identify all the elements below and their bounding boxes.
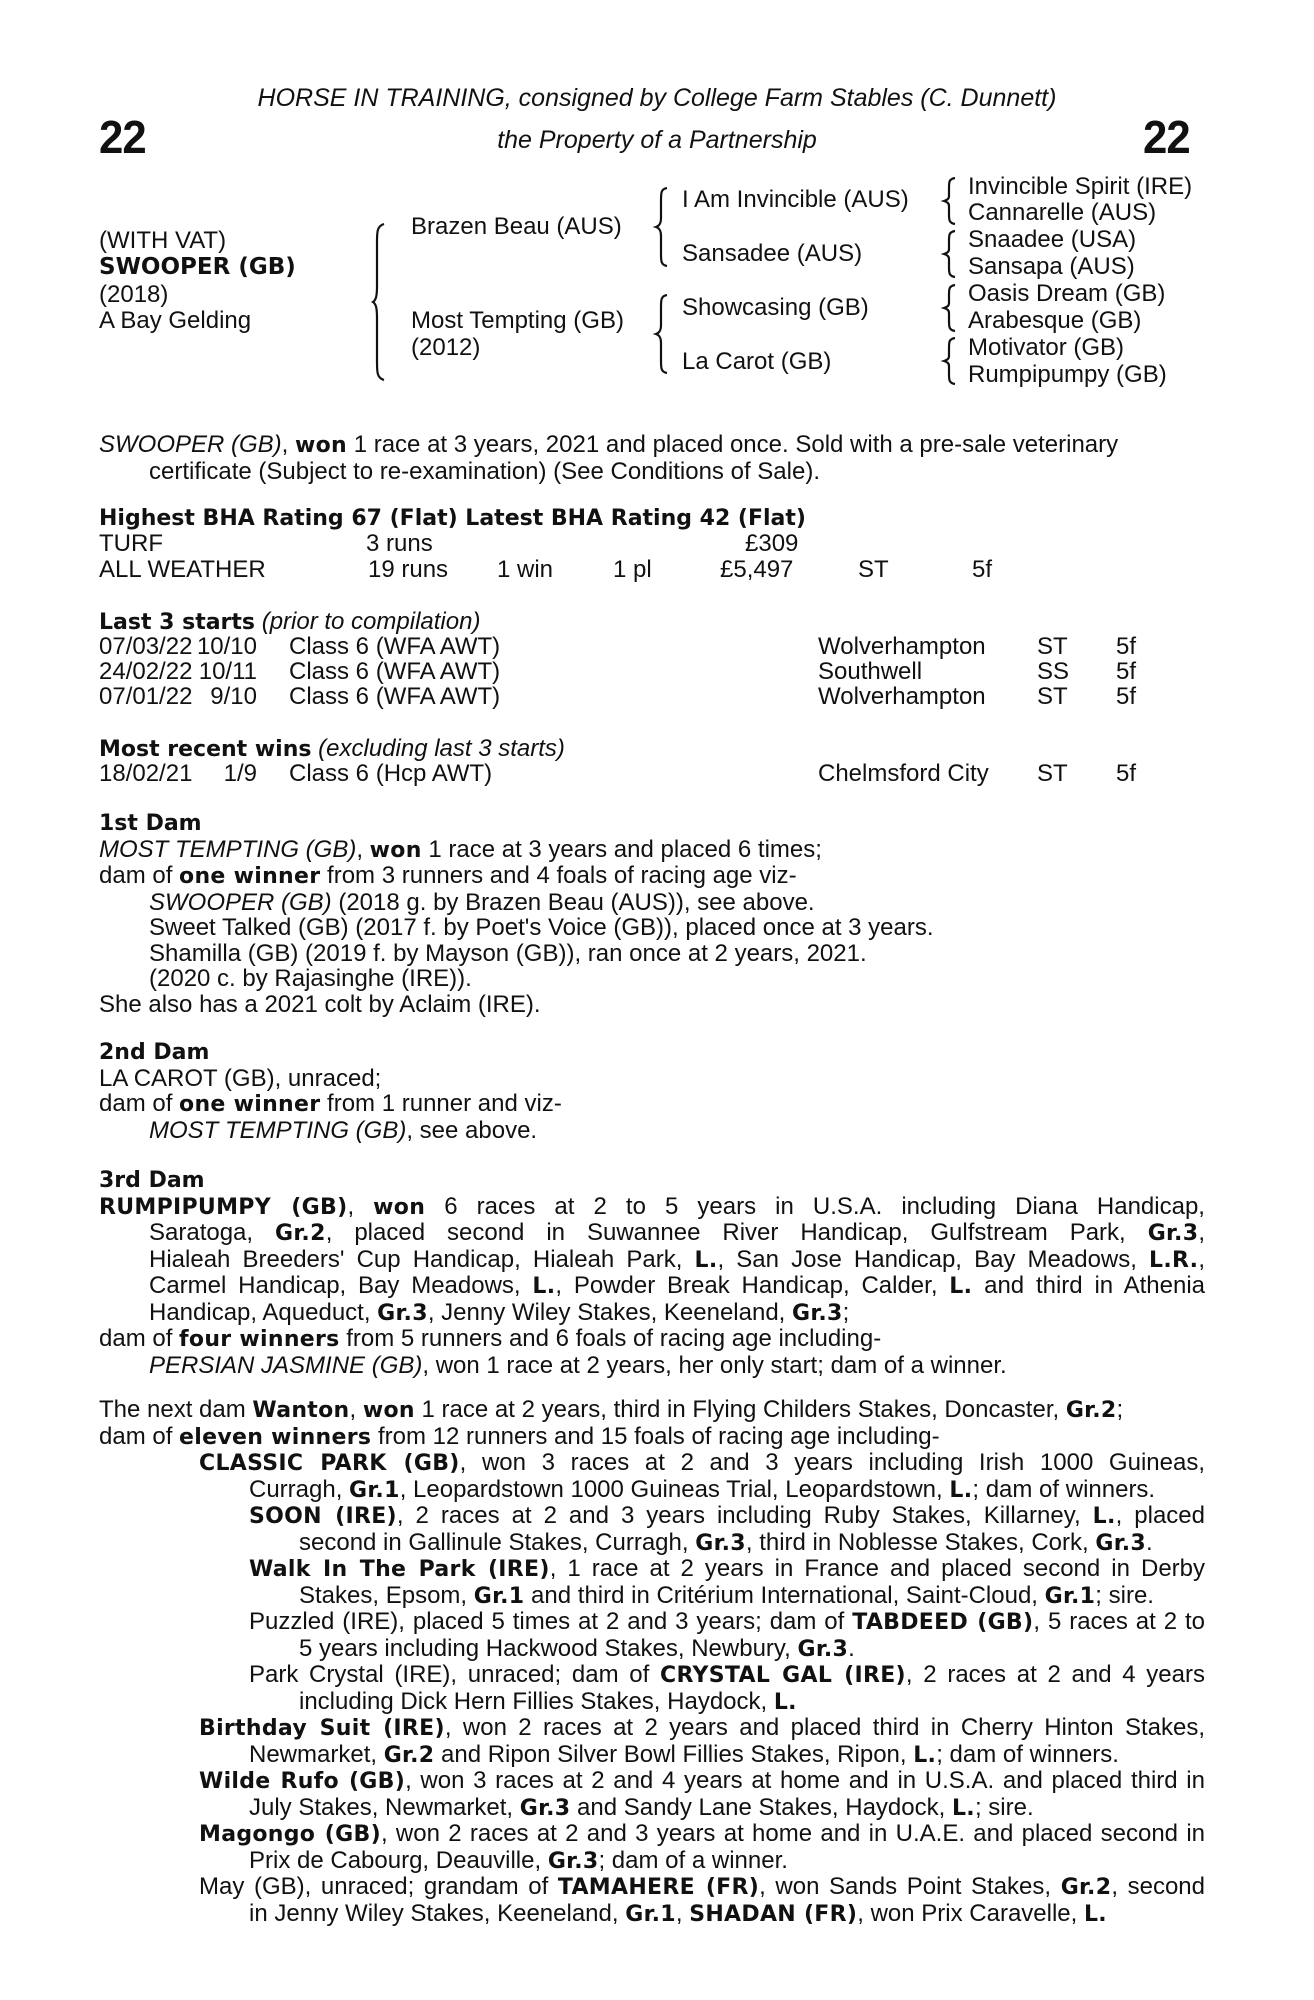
stats-going: ST — [858, 556, 889, 583]
text: The next dam — [99, 1396, 253, 1423]
text: Stakes, Epsom, — [299, 1581, 474, 1609]
pedigree-gp-1: I Am Invincible (AUS) — [682, 186, 909, 213]
pedigree-ggp-7: Motivator (GB) — [968, 334, 1125, 361]
grade: Gr.3 — [547, 1848, 599, 1874]
race-summary: SWOOPER (GB), won 1 race at 3 years, 2021 and placed once. Sold with a pre-sale veterinary certificate (Subject to re-examination) (See Conditions of Sale). — [99, 432, 1205, 484]
race-date: 18/02/21 — [99, 760, 193, 787]
grade: Gr.2 — [1060, 1875, 1112, 1900]
text: , 2 races at 2 and 3 years including Ruby Stakes, Killarney, — [396, 1502, 1093, 1529]
race-surface: ST — [1037, 683, 1068, 710]
pedigree-ggp-2: Cannarelle (AUS) — [968, 199, 1157, 226]
grade: L. — [913, 1742, 937, 1768]
won-label: won — [362, 1398, 415, 1423]
text: dam of — [99, 1422, 180, 1450]
pedigree-gp-3: Showcasing (GB) — [682, 294, 869, 321]
grade: L. — [1083, 1901, 1107, 1927]
progeny-line: Shamilla (GB) (2019 f. by Mayson (GB)), ran once at 2 years, 2021. — [149, 939, 867, 967]
text: and third in Critérium International, Saint-Cloud, — [524, 1581, 1045, 1609]
text: and Ripon Silver Bowl Fillies Stakes, Ripon, — [434, 1740, 914, 1768]
grade: Gr.1 — [349, 1477, 400, 1503]
grade: L. — [949, 1274, 973, 1299]
text: and Sandy Lane Stakes, Haydock, — [570, 1793, 952, 1821]
summary-line1: 1 race at 3 years, 2021 and placed once. Sold with a pre-sale veterinary — [347, 431, 1119, 458]
progeny-name: Wilde Rufo (GB) — [199, 1769, 406, 1794]
lot-number-right: 22 — [1143, 111, 1190, 163]
text: , won Sands Point Stakes, — [759, 1873, 1061, 1900]
pedigree-brace-ggp1 — [943, 176, 957, 226]
text: . — [848, 1634, 855, 1662]
pedigree-ggp-1: Invincible Spirit (IRE) — [968, 173, 1193, 200]
winners-count: one winner — [179, 1092, 321, 1117]
text: Prix de Cabourg, Deauville, — [249, 1846, 548, 1874]
race-distance: 5f — [1116, 683, 1137, 710]
grade: Gr.3 — [1095, 1530, 1146, 1556]
horse-description: A Bay Gelding — [99, 307, 252, 334]
grade: Gr.3 — [377, 1300, 428, 1326]
text: ; sire. — [1095, 1581, 1154, 1609]
text: Saratoga, — [149, 1219, 276, 1246]
pedigree-ggp-8: Rumpipumpy (GB) — [968, 361, 1167, 388]
text: , — [1198, 1245, 1205, 1273]
text: ; — [1116, 1396, 1124, 1423]
pedigree-ggp-4: Sansapa (AUS) — [968, 253, 1135, 280]
dam-name: MOST TEMPTING (GB) — [99, 835, 357, 863]
stats-surface: TURF — [99, 530, 163, 557]
pedigree-ggp-6: Arabesque (GB) — [968, 307, 1142, 334]
text: Puzzled (IRE), placed 5 times at 2 and 3 years; dam of — [249, 1608, 853, 1635]
pedigree-brace-sire — [655, 186, 669, 268]
grade: L. — [1092, 1504, 1116, 1529]
text: ; dam of a winner. — [598, 1846, 788, 1874]
text: Newmarket, — [249, 1740, 384, 1768]
grade: Gr.3 — [792, 1300, 843, 1326]
text: , — [347, 1192, 374, 1220]
text: Curragh, — [249, 1475, 350, 1503]
text: including Dick Hern Fillies Stakes, Haydock, — [299, 1687, 774, 1715]
progeny-detail: , see above. — [406, 1116, 538, 1144]
progeny-line: Sweet Talked (GB) (2017 f. by Poet's Voice (GB)), placed once at 3 years. — [149, 914, 934, 941]
next-dam-section — [99, 1397, 1205, 1927]
progeny-line: (2020 c. by Rajasinghe (IRE)). — [149, 965, 472, 992]
pedigree-brace-main — [372, 222, 386, 382]
text: July Stakes, Newmarket, — [249, 1793, 520, 1821]
pedigree-dam: Most Tempting (GB) — [411, 307, 624, 334]
lot-number-left: 22 — [99, 111, 146, 163]
text: from 12 runners and 15 foals of racing age including- — [371, 1422, 940, 1450]
bha-rating-heading: Highest BHA Rating 67 (Flat) Latest BHA Rating 42 (Flat) — [99, 506, 806, 531]
text: Hialeah Breeders' Cup Handicap, Hialeah Park, — [149, 1245, 695, 1273]
grade: Gr.2 — [275, 1221, 326, 1246]
race-distance: 5f — [1116, 760, 1137, 787]
recent-wins-heading: Most recent wins (excluding last 3 starts) — [99, 735, 565, 762]
text: . — [1145, 1528, 1153, 1556]
stats-runs: 3 runs — [366, 530, 433, 557]
text: Carmel Handicap, Bay Meadows, — [149, 1272, 533, 1299]
grade: Gr.3 — [519, 1795, 571, 1821]
progeny-name: CRYSTAL GAL (IRE) — [660, 1663, 906, 1688]
winners-count: one winner — [179, 864, 321, 889]
race-surface: ST — [1037, 760, 1068, 787]
race-date: 07/03/22 — [99, 633, 193, 660]
text: from 5 runners and 6 foals of racing age including- — [339, 1325, 882, 1352]
stats-placed: 1 pl — [613, 556, 652, 583]
progeny-name: TABDEED (GB) — [852, 1610, 1034, 1635]
grade: Gr.2 — [383, 1742, 435, 1768]
text: , — [675, 1899, 690, 1927]
race-course: Chelmsford City — [818, 760, 989, 787]
text: , San Jose Handicap, Bay Meadows, — [717, 1245, 1150, 1273]
stats-distance: 5f — [972, 556, 993, 583]
pedigree-gp-4: La Carot (GB) — [682, 348, 832, 375]
race-class: Class 6 (WFA AWT) — [289, 683, 501, 710]
pedigree-brace-ggp4 — [943, 336, 957, 386]
race-class: Class 6 (WFA AWT) — [289, 633, 501, 660]
text: Handicap, Aqueduct, — [149, 1298, 378, 1326]
pedigree-ggp-3: Snaadee (USA) — [968, 226, 1137, 253]
summary-line2: certificate (Subject to re-examination) (See Conditions of Sale). — [149, 457, 820, 485]
pedigree-brace-ggp2 — [943, 229, 957, 279]
horse-year: (2018) — [99, 281, 169, 308]
race-class: Class 6 (WFA AWT) — [289, 658, 501, 685]
grade: L. — [773, 1689, 797, 1715]
stats-wins: 1 win — [497, 556, 554, 583]
vat-note: (WITH VAT) — [99, 227, 227, 254]
grade: Gr.1 — [1044, 1583, 1096, 1609]
third-dam-section — [99, 1168, 1205, 1378]
text: , won 2 races at 2 years and placed third in Cherry Hinton Stakes, — [444, 1714, 1205, 1741]
grade: Gr.1 — [473, 1583, 525, 1609]
race-position: 9/10 — [210, 683, 257, 710]
text: , Jenny Wiley Stakes, Keeneland, — [427, 1298, 793, 1326]
text: 5 years including Hackwood Stakes, Newbury, — [299, 1634, 798, 1662]
progeny-name: SHADAN (FR) — [689, 1901, 858, 1927]
winners-count: eleven winners — [179, 1424, 372, 1450]
progeny-name: MOST TEMPTING (GB) — [149, 1116, 407, 1144]
stats-prize: £5,497 — [720, 556, 794, 583]
text: , 5 races at 2 to — [1033, 1608, 1206, 1635]
stats-runs: 19 runs — [368, 556, 449, 583]
text: ; dam of winners. — [936, 1740, 1119, 1768]
race-surface: ST — [1037, 633, 1068, 660]
summary-horse-name: SWOOPER (GB) — [99, 431, 282, 458]
text: , — [1198, 1219, 1205, 1246]
text: and third in Athenia — [972, 1272, 1206, 1299]
second-dam-section — [99, 1040, 1205, 1143]
text: , won 3 races at 2 and 3 years including Irish 1000 Guineas, — [459, 1449, 1205, 1476]
pedigree-ggp-5: Oasis Dream (GB) — [968, 280, 1166, 307]
dam-name: Wanton — [252, 1398, 350, 1423]
race-course: Wolverhampton — [818, 683, 986, 710]
first-dam-section: 1st Dam MOST TEMPTING (GB), won 1 race at 3 years and placed 6 times; dam of one winner from 3 runners and 4 foals of racing age viz- SWOOPER (GB) (2018 g. by Brazen Beau (AUS)), see above. Sweet Talked (GB) (2017 f. by Poet's Voice (GB)), placed once at 3 years. Shamilla (GB) (2019 f. by Mayson (GB)), ran once at 2 years, 2021. (2020 c. by Rajasinghe (IRE)). She also has a 2021 colt by Aclaim (IRE). — [99, 811, 1205, 1017]
won-label: won — [373, 1194, 426, 1220]
progeny-name: Birthday Suit (IRE) — [199, 1716, 445, 1741]
text: , Leopardstown 1000 Guineas Trial, Leopardstown, — [399, 1475, 950, 1503]
first-dam-heading: 1st Dam — [99, 811, 202, 836]
stats-surface: ALL WEATHER — [99, 556, 266, 583]
progeny-name: TAMAHERE (FR) — [557, 1875, 760, 1900]
text: , placed — [1115, 1502, 1205, 1529]
grade: Gr.1 — [625, 1901, 676, 1927]
progeny-name: SWOOPER (GB) — [149, 888, 332, 916]
text: dam of — [99, 862, 180, 889]
horse-name: SWOOPER (GB) — [99, 254, 296, 280]
grade: Gr.3 — [1147, 1221, 1199, 1246]
pedigree-dam-year: (2012) — [411, 334, 481, 361]
winners-count: four winners — [179, 1327, 340, 1352]
text: , Powder Break Handicap, Calder, — [555, 1272, 950, 1299]
text: , won 3 races at 2 and 4 years at home and in U.S.A. and placed third in — [405, 1767, 1205, 1794]
won-label: won — [369, 837, 422, 863]
text: from 1 runner and viz- — [320, 1090, 562, 1117]
progeny-name: SOON (IRE) — [249, 1504, 397, 1529]
text: , won 2 races at 2 and 3 years at home and in U.A.E. and placed second in — [380, 1820, 1205, 1847]
race-distance: 5f — [1116, 633, 1137, 660]
progeny-name: PERSIAN JASMINE (GB) — [149, 1351, 423, 1379]
progeny-name: CLASSIC PARK (GB) — [199, 1451, 460, 1476]
summary-won: won — [295, 433, 348, 458]
progeny-detail: (2018 g. by Brazen Beau (AUS)), see above. — [331, 888, 815, 916]
text: , 1 race at 2 years in France and placed second in Derby — [549, 1555, 1205, 1582]
dam-record: LA CAROT (GB), unraced; — [99, 1064, 382, 1092]
race-position: 1/9 — [223, 760, 257, 787]
text: 6 races at 2 to 5 years in U.S.A. including Diana Handicap, — [425, 1192, 1205, 1220]
progeny-name: Magongo (GB) — [199, 1822, 381, 1847]
text: second in Gallinule Stakes, Curragh, — [299, 1528, 696, 1556]
text: , second — [1111, 1873, 1205, 1900]
race-course: Wolverhampton — [818, 633, 986, 660]
race-class: Class 6 (Hcp AWT) — [289, 760, 493, 787]
dam-name: RUMPIPUMPY (GB) — [99, 1194, 348, 1220]
grade: Gr.3 — [695, 1530, 746, 1556]
last-starts-heading: Last 3 starts (prior to compilation) — [99, 608, 481, 635]
grade: L. — [949, 1477, 973, 1503]
text: in Jenny Wiley Stakes, Keeneland, — [249, 1899, 626, 1927]
consignor-title: HORSE IN TRAINING, consigned by College Farm Stables (C. Dunnett) — [257, 84, 1057, 112]
text: , 2 races at 2 and 4 years — [905, 1661, 1205, 1688]
pedigree-sire: Brazen Beau (AUS) — [411, 213, 622, 240]
property-title: the Property of a Partnership — [497, 126, 817, 154]
text: 1 race at 2 years, third in Flying Childers Stakes, Doncaster, — [414, 1396, 1066, 1423]
race-position: 10/11 — [198, 658, 257, 685]
race-distance: 5f — [1116, 658, 1137, 685]
race-position: 10/10 — [196, 633, 257, 660]
grade: Gr.3 — [797, 1636, 849, 1662]
text: , placed second in Suwannee River Handicap, Gulfstream Park, — [325, 1219, 1148, 1246]
text: , third in Noblesse Stakes, Cork, — [745, 1528, 1096, 1556]
race-course: Southwell — [818, 658, 923, 685]
grade: L. — [694, 1247, 718, 1273]
second-dam-heading: 2nd Dam — [99, 1040, 210, 1065]
text: , won Prix Caravelle, — [857, 1899, 1084, 1927]
grade: Gr.2 — [1065, 1398, 1117, 1423]
pedigree-gp-2: Sansadee (AUS) — [682, 240, 863, 267]
progeny-detail: , won 1 race at 2 years, her only start; dam of a winner. — [422, 1351, 1007, 1379]
text: ; — [842, 1298, 850, 1326]
text: ; dam of winners. — [972, 1475, 1156, 1503]
grade: L.R. — [1149, 1247, 1199, 1273]
text: dam of — [99, 1325, 180, 1352]
pedigree-brace-dam — [655, 293, 669, 375]
progeny-note: She also has a 2021 colt by Aclaim (IRE). — [99, 990, 541, 1018]
text: from 3 runners and 4 foals of racing age viz- — [320, 862, 797, 889]
dam-record: 1 race at 3 years and placed 6 times; — [421, 835, 822, 863]
pedigree-brace-ggp3 — [943, 283, 957, 333]
race-date: 07/01/22 — [99, 683, 193, 710]
text: , — [349, 1396, 363, 1423]
text: dam of — [99, 1090, 180, 1117]
race-date: 24/02/22 — [99, 658, 193, 685]
race-surface: SS — [1037, 658, 1070, 685]
text: May (GB), unraced; grandam of — [199, 1873, 558, 1900]
grade: L. — [532, 1274, 556, 1299]
text: ; sire. — [974, 1793, 1034, 1821]
third-dam-heading: 3rd Dam — [99, 1168, 205, 1193]
progeny-name: Walk In The Park (IRE) — [249, 1557, 550, 1582]
grade: L. — [951, 1795, 975, 1821]
text: Park Crystal (IRE), unraced; dam of — [249, 1661, 661, 1688]
stats-prize: £309 — [745, 530, 799, 557]
